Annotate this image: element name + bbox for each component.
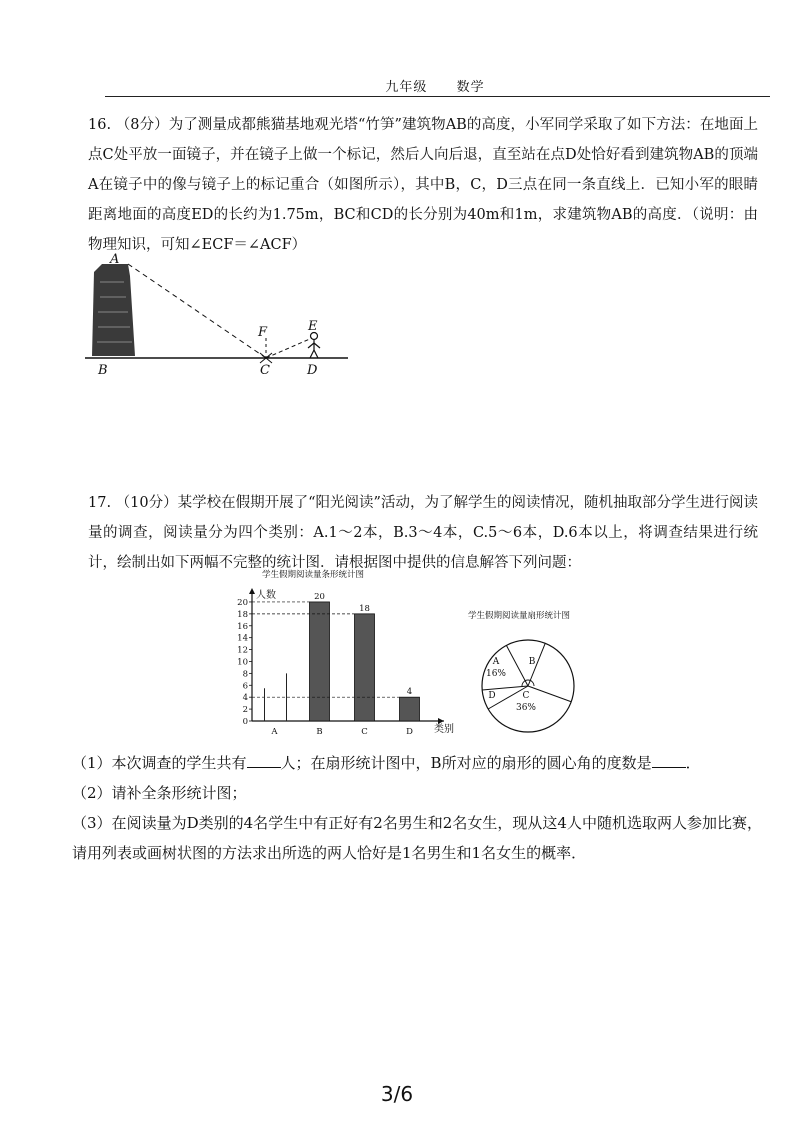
y-tick-label: 4 <box>242 693 248 704</box>
label-d: D <box>307 363 318 378</box>
y-tick-label: 0 <box>242 717 248 727</box>
pie-slice-label: D <box>488 691 496 701</box>
y-tick-label: 20 <box>237 597 248 608</box>
pie-slice-label: B <box>528 657 536 667</box>
bar-chart-title: 学生假期阅读量条形统计图 <box>262 570 365 580</box>
bar <box>400 697 420 721</box>
x-tick-label: D <box>406 727 413 737</box>
sub-question-1-part-a: （1）本次调查的学生共有 <box>72 754 247 772</box>
q16-figure <box>80 252 370 380</box>
y-tick-label: 6 <box>242 681 248 692</box>
page-number: 3/6 <box>380 1082 414 1106</box>
question-17-text: 17. （10分）某学校在假期开展了“阳光阅读”活动，为了解学生的阅读情况，随机抽取部分学生进行阅读量的调查，阅读量分为四个类别：A.1～2本，B.3～4本，C.5～6本，D.6本以上，将调查结果进行统计，绘制出如下两幅不完整的统计图．请根据图中提供的信息解答下列问题： <box>88 495 758 571</box>
bar <box>310 602 330 721</box>
sub-question-1-part-b: 人；在扇形统计图中，B所对应的扇形的圆心角的度数是 <box>280 754 652 772</box>
y-tick-label: 12 <box>237 645 248 656</box>
question-17-subparts <box>72 748 762 868</box>
question-16-text: 16. （8分）为了测量成都熊猫基地观光塔“竹笋”建筑物AB的高度，小军同学采取了如下方法：在地面上点C处平放一面镜子，并在镜子上做一个标记，然后人向后退，直至站在点D处恰好看到建筑物AB的顶端A在镜子中的像与镜子上的标记重合（如图所示），其中B，C，D三点在同一条直线上．已知小军的眼睛距离地面的高度ED的长约为1.75m，BC和CD的长分别为40m和1m，求建筑物AB的高度．（说明：由物理知识，可知∠ECF＝∠ACF） <box>88 117 758 253</box>
pie-chart <box>462 600 612 736</box>
sub-question-1-part-c: ． <box>685 754 701 772</box>
bar-chart-ylabel: 人数 <box>256 590 276 601</box>
label-a: A <box>110 252 120 267</box>
y-tick-label: 16 <box>237 621 248 632</box>
bar-chart-xlabel: 类别 <box>434 724 454 735</box>
pie-layer <box>482 640 574 732</box>
pie-chart-title: 学生假期阅读量扇形统计图 <box>468 611 571 621</box>
bar-data-label: 4 <box>406 687 413 698</box>
x-tick-label: C <box>361 727 368 737</box>
x-tick-label: B <box>316 727 323 737</box>
header-subject: 数学 <box>456 80 485 95</box>
bar-chart <box>212 566 472 744</box>
y-tick-label: 10 <box>237 657 248 668</box>
y-tick-label: 18 <box>237 609 248 620</box>
answer-blank-angle[interactable] <box>652 753 686 768</box>
pie-slice-label: C <box>522 691 530 701</box>
x-tick-label: A <box>271 727 278 737</box>
bar-data-label: 20 <box>314 591 325 602</box>
y-tick-label: 14 <box>237 633 248 644</box>
bar <box>355 614 375 721</box>
label-b: B <box>98 363 108 378</box>
person-figure <box>308 333 320 359</box>
sub-question-2: （2）请补全条形统计图； <box>72 784 247 802</box>
question-16 <box>88 110 758 260</box>
label-f: F <box>258 325 268 340</box>
pie-slice-label: A <box>492 657 500 667</box>
y-tick-label: 2 <box>242 705 248 716</box>
header-rule <box>105 96 770 97</box>
answer-blank-total[interactable] <box>247 753 281 768</box>
sight-line-ac <box>128 264 266 358</box>
y-axis-arrow <box>249 588 255 594</box>
label-e: E <box>308 319 318 334</box>
bar-layer <box>237 588 444 737</box>
pie-slice-value: 16% <box>485 669 507 679</box>
y-tick-label: 8 <box>242 669 248 680</box>
question-17 <box>88 488 758 578</box>
header-grade: 九年级 <box>385 80 428 95</box>
sub-question-1 <box>72 748 762 778</box>
label-c: C <box>260 363 270 378</box>
page-header <box>105 76 765 95</box>
sub-question-3: （3）在阅读量为D类别的4名学生中有正好有2名男生和2名女生，现从这4人中随机选取两人参加比赛，请用列表或画树状图的方法求出所选的两人恰好是1名男生和1名女生的概率． <box>72 814 762 862</box>
sight-line-ce <box>266 338 312 358</box>
bar-data-label: 18 <box>359 603 370 614</box>
pie-slice-value: 36% <box>515 703 537 713</box>
